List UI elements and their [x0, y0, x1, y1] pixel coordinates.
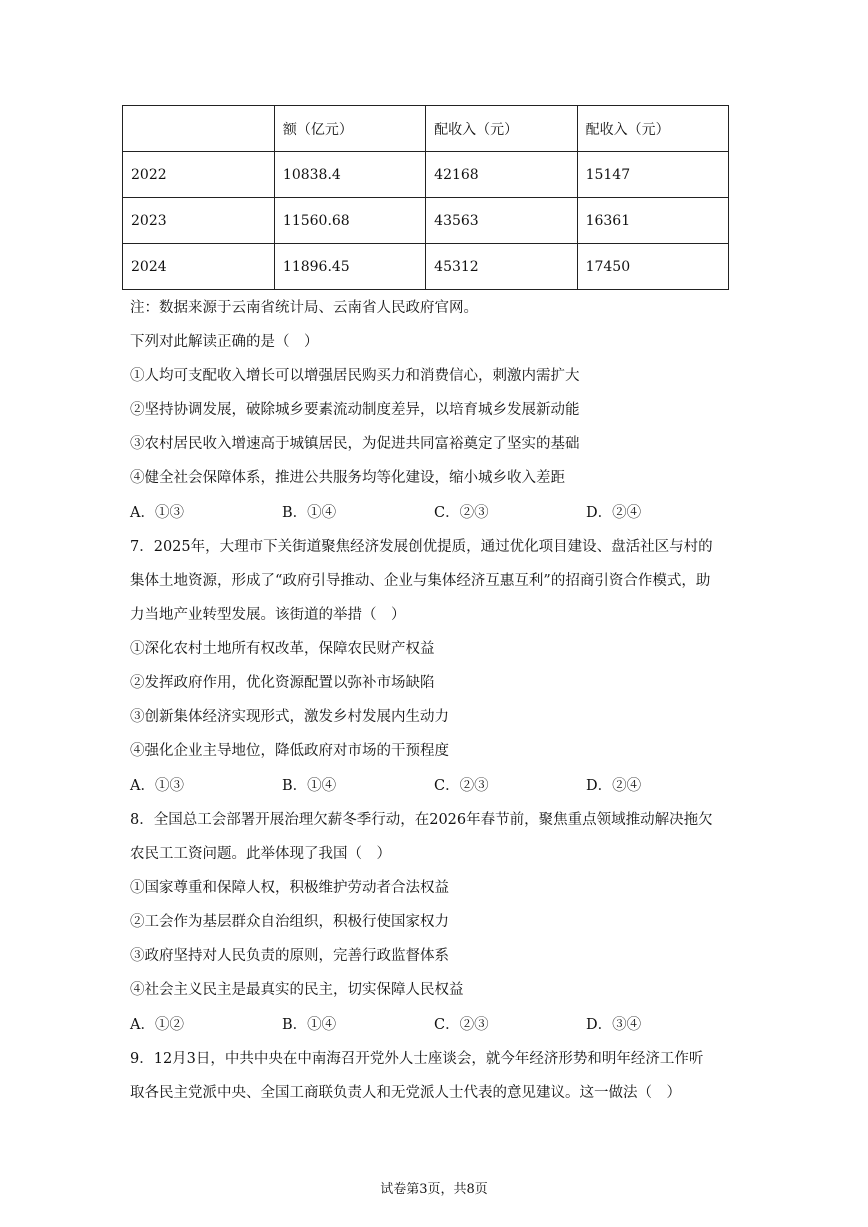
answer-choice-c[interactable]: C．②③ [434, 778, 489, 794]
answer-choice-d[interactable]: D．③④ [586, 1017, 642, 1033]
option-statement: ②坚持协调发展，破除城乡要素流动制度差异，以培育城乡发展新动能 [130, 402, 580, 418]
table-cell: 45312 [426, 244, 577, 290]
table-header-cell: 额（亿元） [274, 106, 425, 152]
table-cell: 16361 [577, 198, 728, 244]
option-statement: ④社会主义民主是最真实的民主，切实保障人民权益 [130, 982, 464, 998]
question-stem: 7．2025年，大理市下关街道聚焦经济发展创优提质，通过优化项目建设、盘活社区与村的 [130, 539, 713, 555]
question-stem: 9．12月3日，中共中央在中南海召开党外人士座谈会，就今年经济形势和明年经济工作听 [130, 1051, 704, 1067]
table-cell: 11896.45 [274, 244, 425, 290]
answer-choice-b[interactable]: B．①④ [282, 778, 337, 794]
option-statement: ②工会作为基层群众自治组织，积极行使国家权力 [130, 914, 449, 930]
option-statement: ③政府坚持对人民负责的原则，完善行政监督体系 [130, 948, 449, 964]
question-stem: 8．全国总工会部署开展治理欠薪冬季行动，在2026年春节前，聚焦重点领域推动解决拖欠 [130, 812, 713, 828]
answer-choice-a[interactable]: A．①③ [130, 505, 184, 521]
question-stem: 农民工工资问题。此举体现了我国（ ） [130, 846, 391, 862]
table-header-cell [123, 106, 275, 152]
table-cell: 10838.4 [274, 152, 425, 198]
income-data-table [122, 105, 729, 290]
answer-choices [130, 776, 750, 796]
table-cell: 2023 [123, 198, 275, 244]
table-header-cell: 配收入（元） [426, 106, 577, 152]
table-cell: 17450 [577, 244, 728, 290]
table-header-row [123, 106, 729, 152]
answer-choice-c[interactable]: C．②③ [434, 1017, 489, 1033]
table-row [123, 198, 729, 244]
option-statement: ④强化企业主导地位，降低政府对市场的干预程度 [130, 743, 449, 759]
question-stem: 力当地产业转型发展。该街道的举措（ ） [130, 607, 406, 623]
page-footer: 试卷第3页，共8页 [380, 1182, 488, 1197]
answer-choices [130, 503, 750, 523]
answer-choice-b[interactable]: B．①④ [282, 505, 337, 521]
option-statement: ①人均可支配收入增长可以增强居民购买力和消费信心，刺激内需扩大 [130, 368, 580, 384]
option-statement: ③农村居民收入增速高于城镇居民，为促进共同富裕奠定了坚实的基础 [130, 436, 580, 452]
table-row [123, 152, 729, 198]
table-row [123, 244, 729, 290]
answer-choice-d[interactable]: D．②④ [586, 778, 642, 794]
option-statement: ②发挥政府作用，优化资源配置以弥补市场缺陷 [130, 675, 435, 691]
answer-choice-d[interactable]: D．②④ [586, 505, 642, 521]
table-cell: 2024 [123, 244, 275, 290]
answer-choice-a[interactable]: A．①② [130, 1017, 184, 1033]
table-cell: 43563 [426, 198, 577, 244]
question-stem: 取各民主党派中央、全国工商联负责人和无党派人士代表的意见建议。这一做法（ ） [130, 1085, 681, 1101]
answer-choice-b[interactable]: B．①④ [282, 1017, 337, 1033]
option-statement: ①深化农村土地所有权改革，保障农民财产权益 [130, 641, 435, 657]
table-cell: 11560.68 [274, 198, 425, 244]
answer-choices [130, 1015, 750, 1035]
data-source-note: 注：数据来源于云南省统计局、云南省人民政府官网。 [130, 300, 478, 316]
question-stem: 集体土地资源，形成了“政府引导推动、企业与集体经济互惠互利”的招商引资合作模式，助 [130, 573, 711, 589]
question-stem: 下列对此解读正确的是（ ） [130, 334, 319, 350]
option-statement: ③创新集体经济实现形式，激发乡村发展内生动力 [130, 709, 449, 725]
option-statement: ①国家尊重和保障人权，积极维护劳动者合法权益 [130, 880, 449, 896]
option-statement: ④健全社会保障体系，推进公共服务均等化建设，缩小城乡收入差距 [130, 470, 565, 486]
table-cell: 42168 [426, 152, 577, 198]
answer-choice-c[interactable]: C．②③ [434, 505, 489, 521]
table-cell: 2022 [123, 152, 275, 198]
table-header-cell: 配收入（元） [577, 106, 728, 152]
table-cell: 15147 [577, 152, 728, 198]
answer-choice-a[interactable]: A．①③ [130, 778, 184, 794]
